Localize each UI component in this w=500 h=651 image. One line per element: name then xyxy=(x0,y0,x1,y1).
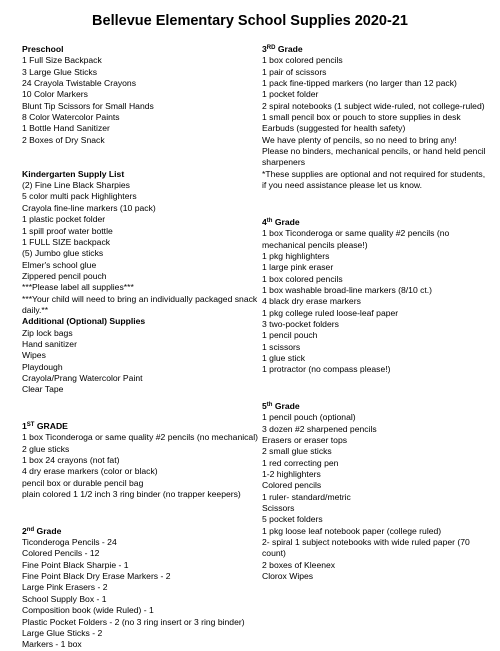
list-item: 1 protractor (no compass please!) xyxy=(262,364,391,375)
right-column xyxy=(262,44,488,582)
grade1-list xyxy=(22,432,258,500)
list-item: Blunt Tip Scissors for Small Hands xyxy=(22,100,154,111)
list-item: 1 pencil pouch (optional) xyxy=(262,412,356,423)
list-item: 1 small pencil box or pouch to store supplies in desk xyxy=(262,112,461,123)
list-item: *These supplies are optional and not required for students, if you need assistance please let us know. xyxy=(262,168,486,191)
grade2-list xyxy=(22,537,258,650)
grade4-heading: 4th Grade xyxy=(262,216,300,227)
list-item: 1 ruler- standard/metric xyxy=(262,491,351,502)
list-item: 24 Crayola Twistable Crayons xyxy=(22,78,137,89)
list-item: 2 small glue sticks xyxy=(262,446,332,457)
list-item: (2) Fine Line Black Sharpies xyxy=(22,180,130,191)
list-item: plain colored 1 1/2 inch 3 ring binder (no trapper keepers) xyxy=(22,489,241,500)
list-item: 1 pocket folder xyxy=(262,89,319,100)
grade3-heading: 3RD Grade xyxy=(262,44,303,54)
list-item: 1 glue stick xyxy=(262,352,305,363)
list-item: 1 Bottle Hand Sanitizer xyxy=(22,123,110,134)
list-item: 1 red correcting pen xyxy=(262,457,339,468)
list-item: 3 two-pocket folders xyxy=(262,318,339,329)
list-item: Fine Point Black Sharpie - 1 xyxy=(22,559,129,570)
list-item: Wipes xyxy=(22,350,46,361)
list-item: 2 boxes of Kleenex xyxy=(262,559,336,570)
list-item: Large Pink Erasers - 2 xyxy=(22,582,108,593)
optional-supplies-heading: Additional (Optional) Supplies xyxy=(22,316,146,327)
list-item: School Supply Box - 1 xyxy=(22,593,107,604)
list-item: 1 FULL SIZE backpack xyxy=(22,236,111,247)
list-item: 5 color multi pack Highlighters xyxy=(22,191,137,202)
grade4-list xyxy=(262,228,488,375)
list-item: 1 pair of scissors xyxy=(262,66,327,77)
list-item: 3 Large Glue Sticks xyxy=(22,66,97,77)
list-item: Elmer's school glue xyxy=(22,259,97,270)
list-item: 2- spiral 1 subject notebooks with wide ruled paper (70 count) xyxy=(262,537,470,559)
list-item: ***Please label all supplies*** xyxy=(22,282,134,293)
left-column xyxy=(22,44,258,651)
list-item: Erasers or eraser tops xyxy=(262,435,348,445)
list-item: Large Glue Sticks - 2 xyxy=(22,627,103,638)
list-item: 1 box colored pencils xyxy=(262,273,343,284)
list-item: 1 pkg college ruled loose-leaf paper xyxy=(262,307,399,318)
list-item: 1 large pink eraser xyxy=(262,262,334,273)
list-item: 1 pkg loose leaf notebook paper (college ruled) xyxy=(262,525,442,536)
list-item: 1 scissors xyxy=(262,341,301,352)
list-item: Clear Tape xyxy=(22,384,64,395)
list-item: 5 pocket folders xyxy=(262,514,323,525)
list-item: 1 spill proof water bottle xyxy=(22,225,113,236)
list-item: Markers - 1 box xyxy=(22,639,82,650)
list-item: Colored pencils xyxy=(262,480,322,491)
list-item: 4 black dry erase markers xyxy=(262,296,361,307)
list-item: We have plenty of pencils, so no need to bring any! xyxy=(262,134,457,145)
list-item: 1 pkg highlighters xyxy=(262,250,330,261)
list-item: Scissors xyxy=(262,503,295,514)
list-item: Playdough xyxy=(22,361,63,372)
list-item: Plastic Pocket Folders - 2 (no 3 ring insert or 3 ring binder) xyxy=(22,616,245,627)
grade5-list xyxy=(262,412,488,582)
list-item: 1 box 24 crayons (not fat) xyxy=(22,455,120,466)
list-item: pencil box or durable pencil bag xyxy=(22,477,144,488)
list-item: 1 pencil pouch xyxy=(262,330,318,341)
list-item: 1 Full Size Backpack xyxy=(22,55,102,66)
list-item: 1 box washable broad-line markers (8/10 ct.) xyxy=(262,284,433,295)
list-item: Zip lock bags xyxy=(22,327,73,338)
list-item: 10 Color Markers xyxy=(22,89,88,100)
grade1-heading: 1ST GRADE xyxy=(22,421,68,431)
list-item: (5) Jumbo glue sticks xyxy=(22,248,104,259)
preschool-list xyxy=(22,55,258,146)
list-item: 1 box Ticonderoga or same quality #2 pencils (no mechanical pencils please!) xyxy=(262,228,450,250)
list-item: 1 box colored pencils xyxy=(262,55,343,66)
list-item: Clorox Wipes xyxy=(262,571,314,582)
list-item: Ticonderoga Pencils - 24 xyxy=(22,537,117,548)
list-item: Crayola fine-line markers (10 pack) xyxy=(22,202,156,213)
list-item: 8 Color Watercolor Paints xyxy=(22,112,120,123)
list-item: Earbuds (suggested for health safety) xyxy=(262,123,406,134)
list-item: ***Your child will need to bring an individually packaged snack daily.** xyxy=(22,293,258,315)
grade5-heading: 5th Grade xyxy=(262,400,300,411)
list-item: 1-2 highlighters xyxy=(262,469,321,480)
list-item: 1 pack fine-tipped markers (no larger than 12 pack) xyxy=(262,78,457,89)
list-item: Zippered pencil pouch xyxy=(22,270,107,281)
list-item: 1 box Ticonderoga or same quality #2 pencils (no mechanical) xyxy=(22,432,258,443)
list-item: Colored Pencils - 12 xyxy=(22,548,100,559)
kindergarten-heading: Kindergarten Supply List xyxy=(22,168,125,179)
list-item: 3 dozen #2 sharpened pencils xyxy=(262,423,377,434)
preschool-heading: Preschool xyxy=(22,44,64,54)
grade3-list xyxy=(262,55,488,191)
list-item: Crayola/Prang Watercolor Paint xyxy=(22,372,143,383)
page-title: Bellevue Elementary School Supplies 2020-21 xyxy=(92,13,408,29)
list-item: 4 dry erase markers (color or black) xyxy=(22,466,158,477)
list-item: Composition book (wide Ruled) - 1 xyxy=(22,605,154,616)
list-item: 2 Boxes of Dry Snack xyxy=(22,134,105,145)
list-item: Fine Point Black Dry Erase Markers - 2 xyxy=(22,571,171,582)
grade2-heading: 2nd Grade xyxy=(22,525,62,536)
list-item: 1 plastic pocket folder xyxy=(22,214,106,225)
list-item: Please no binders, mechanical pencils, or hand held pencil sharpeners xyxy=(262,146,486,168)
list-item: Hand sanitizer xyxy=(22,338,77,349)
list-item: 2 spiral notebooks (1 subject wide-ruled, not college-ruled) xyxy=(262,100,485,111)
list-item: 2 glue sticks xyxy=(22,443,70,454)
kindergarten-list xyxy=(22,180,258,316)
optional-supplies-list xyxy=(22,328,258,396)
